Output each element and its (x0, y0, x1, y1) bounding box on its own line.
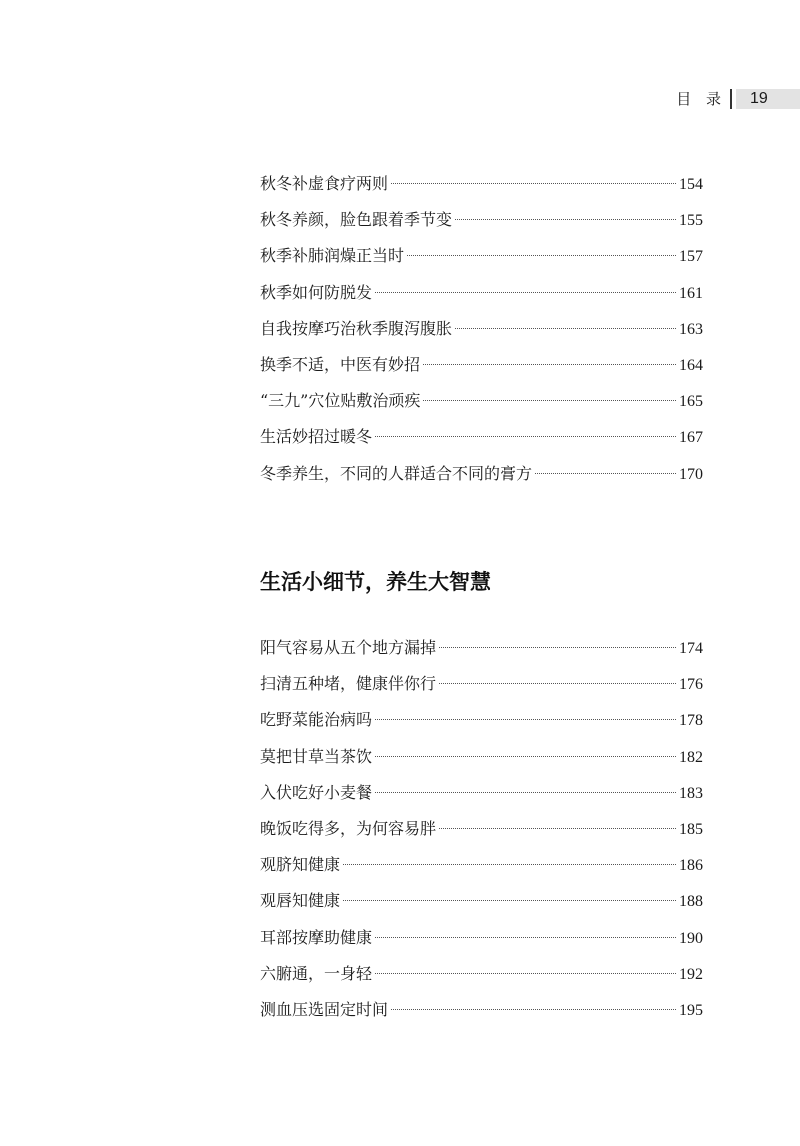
header-page-number: 19 (750, 90, 768, 107)
toc-entry[interactable] (260, 317, 703, 353)
toc-entry-title: “三九”穴位贴敷治顽疾 (260, 391, 421, 411)
toc-entry-page: 188 (679, 893, 703, 911)
toc-dot-leader (375, 292, 676, 293)
toc-entry-title: 秋季如何防脱发 (260, 282, 373, 302)
toc-entry[interactable] (260, 672, 703, 708)
toc-entry[interactable] (260, 926, 703, 962)
toc-entry-page: 195 (679, 1001, 703, 1019)
toc-dot-leader (343, 864, 676, 865)
toc-list-section-2 (260, 636, 703, 1034)
toc-dot-leader (439, 647, 676, 648)
toc-entry-page: 185 (679, 820, 703, 838)
toc-entry[interactable] (260, 172, 703, 208)
toc-entry[interactable] (260, 208, 703, 244)
toc-entry-page: 163 (679, 320, 703, 338)
toc-entry-title: 自我按摩巧治秋季腹泻腹胀 (260, 318, 453, 338)
toc-dot-leader (439, 683, 676, 684)
toc-entry[interactable] (260, 745, 703, 781)
toc-entry-title: 耳部按摩助健康 (260, 927, 373, 947)
toc-entry[interactable] (260, 853, 703, 889)
running-header (0, 88, 800, 110)
toc-entry[interactable] (260, 636, 703, 672)
toc-entry-title: 秋冬补虚食疗两则 (260, 174, 389, 193)
toc-entry[interactable] (260, 998, 703, 1034)
toc-entry[interactable] (260, 817, 703, 853)
toc-dot-leader (343, 900, 676, 901)
toc-entry-page: 183 (679, 784, 703, 802)
toc-entry[interactable] (260, 781, 703, 817)
toc-entry-title: 观脐知健康 (260, 855, 341, 875)
toc-entry-page: 190 (679, 929, 703, 947)
toc-dot-leader (375, 937, 676, 938)
toc-entry-page: 170 (679, 465, 703, 483)
toc-entry-title: 生活妙招过暖冬 (260, 427, 373, 447)
toc-entry-page: 167 (679, 429, 703, 447)
toc-dot-leader (375, 973, 676, 974)
toc-entry[interactable] (260, 244, 703, 280)
toc-dot-leader (375, 719, 676, 720)
toc-entry-title: 莫把甘草当茶饮 (260, 746, 373, 766)
header-page-band (736, 89, 800, 109)
toc-list-section-1 (260, 172, 703, 498)
toc-entry-title: 观唇知健康 (260, 891, 341, 911)
toc-entry-title: 晚饭吃得多，为何容易胖 (260, 818, 437, 838)
toc-entry-page: 192 (679, 965, 703, 983)
toc-entry[interactable] (260, 425, 703, 461)
toc-entry[interactable] (260, 889, 703, 925)
toc-dot-leader (375, 436, 676, 437)
toc-entry[interactable] (260, 708, 703, 744)
toc-entry-page: 155 (679, 212, 703, 230)
toc-dot-leader (423, 364, 676, 365)
toc-entry-title: 入伏吃好小麦餐 (260, 782, 373, 802)
toc-entry[interactable] (260, 281, 703, 317)
header-divider (730, 89, 732, 109)
toc-dot-leader (423, 400, 676, 401)
toc-dot-leader (455, 219, 676, 220)
toc-entry-title: 测血压选固定时间 (260, 999, 389, 1019)
toc-entry-page: 161 (679, 284, 703, 302)
toc-entry-title: 扫清五种堵，健康伴你行 (260, 674, 437, 694)
toc-entry-page: 164 (679, 356, 703, 374)
toc-dot-leader (391, 1009, 676, 1010)
toc-entry-page: 182 (679, 748, 703, 766)
toc-entry-page: 165 (679, 393, 703, 411)
toc-entry-page: 176 (679, 676, 703, 694)
toc-entry-page: 186 (679, 857, 703, 875)
toc-entry-page: 174 (679, 640, 703, 657)
toc-entry-title: 秋冬养颜，脸色跟着季节变 (260, 210, 453, 230)
toc-dot-leader (439, 828, 676, 829)
toc-dot-leader (391, 183, 676, 184)
toc-entry-title: 阳气容易从五个地方漏掉 (260, 638, 437, 657)
section-heading: 生活小细节，养生大智慧 (260, 570, 491, 594)
toc-entry[interactable] (260, 462, 703, 498)
toc-entry[interactable] (260, 389, 703, 425)
toc-dot-leader (455, 328, 676, 329)
toc-entry-page: 178 (679, 712, 703, 730)
header-section-label: 目 录 (676, 90, 726, 108)
toc-entry-page: 157 (679, 248, 703, 266)
toc-dot-leader (535, 473, 676, 474)
toc-entry[interactable] (260, 962, 703, 998)
toc-dot-leader (375, 792, 676, 793)
toc-entry-title: 冬季养生，不同的人群适合不同的膏方 (260, 463, 533, 483)
toc-dot-leader (407, 255, 676, 256)
toc-entry[interactable] (260, 353, 703, 389)
toc-dot-leader (375, 756, 676, 757)
toc-entry-title: 秋季补肺润燥正当时 (260, 246, 405, 266)
toc-entry-title: 换季不适，中医有妙招 (260, 354, 421, 374)
toc-entry-page: 154 (679, 176, 703, 193)
toc-entry-title: 吃野菜能治病吗 (260, 710, 373, 730)
toc-entry-title: 六腑通，一身轻 (260, 963, 373, 983)
